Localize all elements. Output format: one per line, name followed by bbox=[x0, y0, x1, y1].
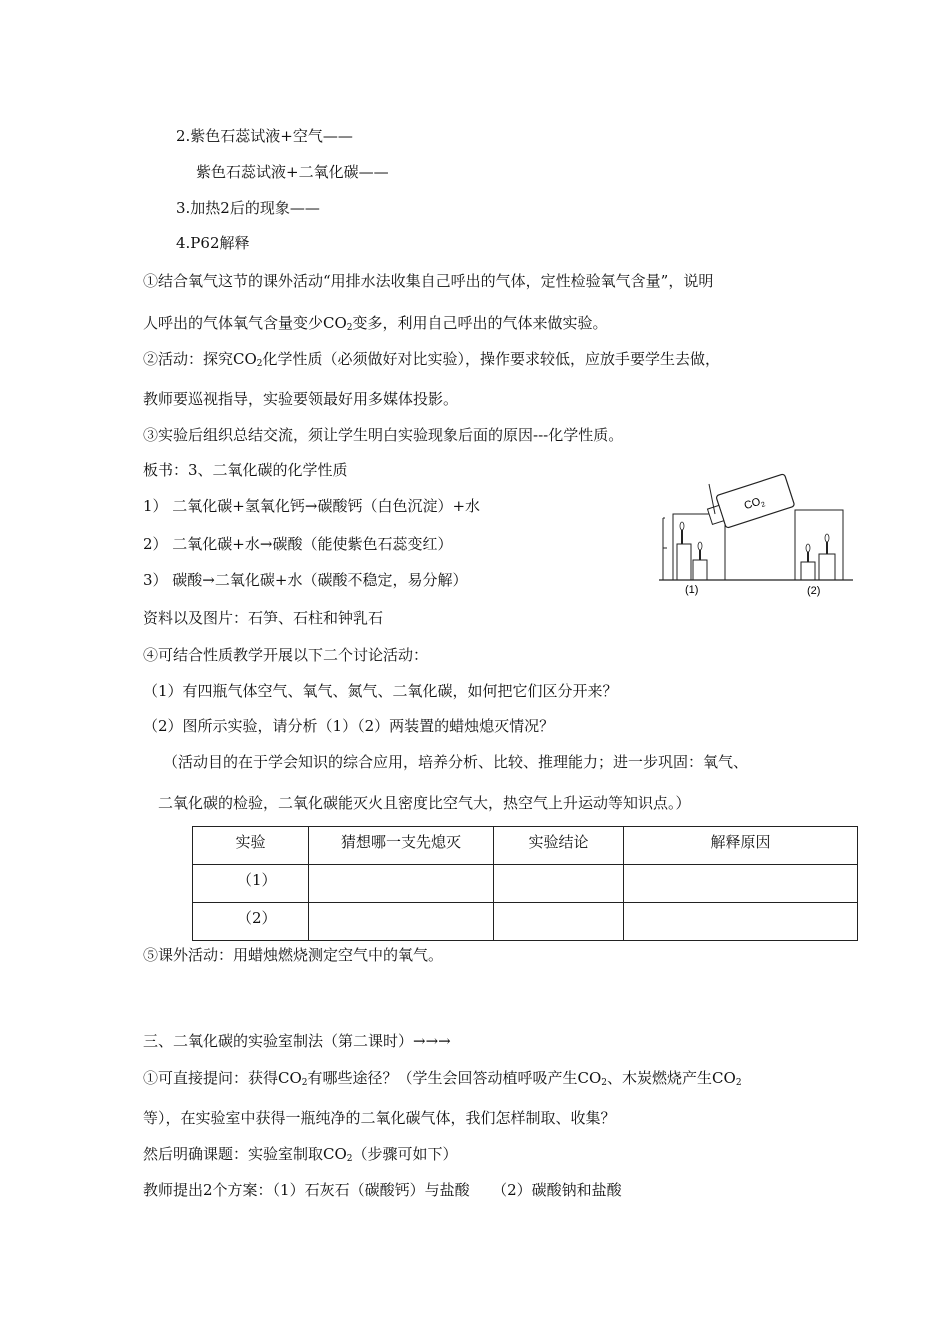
line-question-2: （2）图所示实验，请分析（1）（2）两装置的蜡烛熄灭情况？ bbox=[143, 717, 555, 735]
line-p62: 4.P62解释 bbox=[176, 234, 250, 252]
text: 人呼出的气体氧气含量变少CO bbox=[143, 314, 347, 332]
candle-experiment-drawing bbox=[655, 470, 855, 600]
apparatus-2 bbox=[795, 510, 843, 580]
text: 然后明确课题：实验室制取CO bbox=[143, 1145, 347, 1163]
subscript: 2 bbox=[301, 1078, 308, 1088]
line-board-title: 板书：3、二氧化碳的化学性质 bbox=[143, 461, 348, 479]
line-materials: 资料以及图片：石笋、石柱和钟乳石 bbox=[143, 609, 384, 627]
section-heading-lab-preparation: 三、二氧化碳的实验室制法（第二课时）→→→ bbox=[143, 1032, 451, 1050]
line-litmus-air: 2.紫色石蕊试液+空气—— bbox=[176, 127, 353, 145]
table-header: 猜想哪一支先熄灭 bbox=[309, 827, 494, 865]
line-ask-question bbox=[143, 1068, 742, 1093]
table-row bbox=[193, 903, 858, 941]
text: ①可直接提问：获得CO bbox=[143, 1069, 302, 1087]
table-header: 解释原因 bbox=[624, 827, 858, 865]
line-plans: 教师提出2个方案：（1）石灰石（碳酸钙）与盐酸 （2）碳酸钠和盐酸 bbox=[143, 1181, 622, 1199]
text: 化学性质（必须做好对比实验），操作要求较低，应放手要学生去做， bbox=[262, 350, 721, 368]
subscript: 2 bbox=[256, 359, 263, 369]
table-cell bbox=[309, 865, 494, 903]
table-header: 实验结论 bbox=[494, 827, 624, 865]
line-ask-question-cont: 等），在实验室中获得一瓶纯净的二氧化碳气体，我们怎样制取、收集？ bbox=[143, 1109, 616, 1127]
line-reaction-1: 1） 二氧化碳+氢氧化钙→碳酸钙（白色沉淀）+水 bbox=[143, 497, 481, 515]
candle-experiment-figure bbox=[655, 470, 855, 600]
experiment-table bbox=[192, 826, 858, 941]
table-cell: （2） bbox=[193, 903, 309, 941]
line-reaction-2: 2） 二氧化碳+水→碳酸（能使紫色石蕊变红） bbox=[143, 535, 453, 553]
line-litmus-co2: 紫色石蕊试液+二氧化碳—— bbox=[196, 163, 389, 181]
label-1: (1) bbox=[685, 584, 699, 596]
text: 变多，利用自己呼出的气体来做实验。 bbox=[352, 314, 608, 332]
text: （步骤可如下） bbox=[352, 1145, 458, 1163]
table-cell bbox=[494, 865, 624, 903]
subscript: 2 bbox=[346, 323, 353, 333]
apparatus-1 bbox=[663, 514, 725, 580]
line-point2-cont: 教师要巡视指导，实验要领最好用多媒体投影。 bbox=[143, 390, 459, 408]
text: 有哪些途径？（学生会回答动植呼吸产生CO bbox=[307, 1069, 602, 1087]
line-topic bbox=[143, 1144, 458, 1169]
subscript: 2 bbox=[601, 1078, 608, 1088]
subscript: 2 bbox=[735, 1078, 742, 1088]
label-2: (2) bbox=[807, 585, 821, 597]
text: 、木炭燃烧产生CO bbox=[607, 1069, 736, 1087]
line-purpose-cont: 二氧化碳的检验，二氧化碳能灭火且密度比空气大，热空气上升运动等知识点。） bbox=[158, 794, 691, 812]
table-cell: （1） bbox=[193, 865, 309, 903]
table-cell bbox=[309, 903, 494, 941]
line-purpose: （活动目的在于学会知识的综合应用，培养分析、比较、推理能力；进一步巩固：氧气、 bbox=[163, 753, 749, 771]
line-point1: ①结合氧气这节的课外活动“用排水法收集自己呼出的气体，定性检验氧气含量”，说明 bbox=[143, 272, 714, 290]
line-reaction-3: 3） 碳酸→二氧化碳+水（碳酸不稳定，易分解） bbox=[143, 571, 468, 589]
line-point5: ⑤课外活动：用蜡烛燃烧测定空气中的氧气。 bbox=[143, 946, 444, 964]
bottle-label: $CO_2$ bbox=[742, 495, 767, 513]
table-header: 实验 bbox=[193, 827, 309, 865]
table-row bbox=[193, 865, 858, 903]
table-cell bbox=[494, 903, 624, 941]
line-point4: ④可结合性质教学开展以下二个讨论活动： bbox=[143, 646, 429, 664]
text: ②活动：探究CO bbox=[143, 350, 257, 368]
line-point1-cont bbox=[143, 313, 608, 338]
subscript: 2 bbox=[346, 1154, 353, 1164]
line-question-1: （1）有四瓶气体空气、氧气、氮气、二氧化碳，如何把它们区分开来？ bbox=[143, 682, 618, 700]
table-header-row bbox=[193, 827, 858, 865]
line-point3: ③实验后组织总结交流，须让学生明白实验现象后面的原因---化学性质。 bbox=[143, 426, 624, 444]
line-point2 bbox=[143, 349, 720, 374]
table-cell bbox=[624, 903, 858, 941]
table-cell bbox=[624, 865, 858, 903]
line-heating: 3.加热2后的现象—— bbox=[176, 199, 320, 217]
pouring-bottle bbox=[704, 474, 794, 532]
